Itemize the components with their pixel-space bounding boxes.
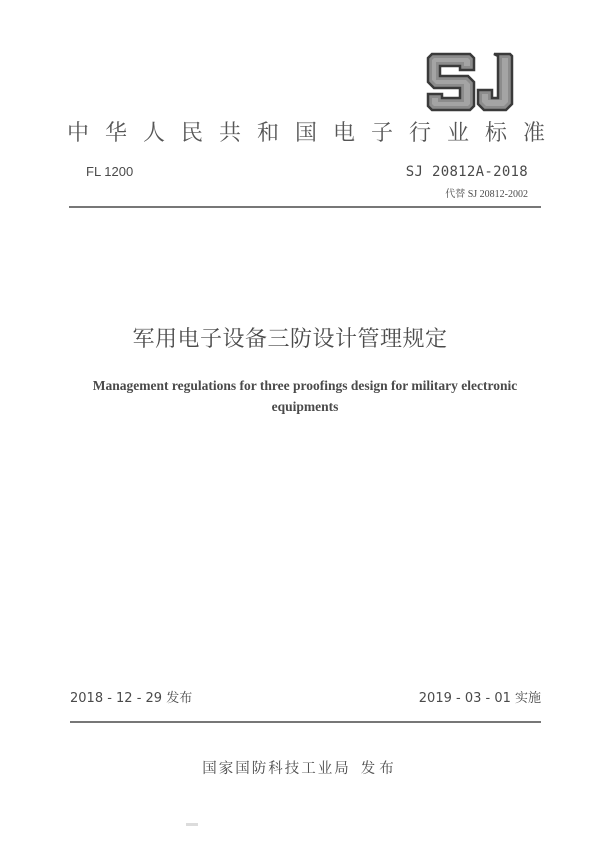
footer-divider (70, 721, 541, 723)
heading-char: 准 (522, 121, 545, 146)
replaces-standard: 代替 SJ 20812-2002 (445, 189, 528, 200)
heading-char: 标 (484, 121, 507, 146)
sj-standard-logo-icon (424, 50, 516, 114)
heading-char: 共 (218, 121, 241, 146)
heading-char: 人 (142, 121, 165, 146)
publisher-action: 发布 (360, 761, 398, 777)
scan-artifact (186, 823, 198, 826)
standard-number: SJ 20812A-2018 (405, 164, 528, 180)
heading-char: 中 (66, 121, 89, 146)
publisher-organization: 国家国防科技工业局 (202, 761, 351, 777)
publisher (0, 758, 600, 780)
heading-char: 华 (104, 121, 127, 146)
issue-date: 2018 - 12 - 29 发布 (70, 691, 193, 706)
english-title-line-1: Management regulations for three proofings design for military electronic (92, 378, 518, 393)
classification-code: FL 1200 (86, 164, 134, 179)
header-divider (69, 206, 541, 208)
heading-char: 国 (294, 121, 317, 146)
document-title-english (60, 375, 550, 417)
effective-date: 2019 - 03 - 01 实施 (418, 691, 541, 706)
heading-char: 民 (180, 121, 203, 146)
english-title-line-2: equipments (271, 399, 339, 414)
document-title-chinese: 军用电子设备三防设计管理规定 (132, 327, 448, 352)
heading-char: 业 (446, 121, 469, 146)
heading-char: 和 (256, 121, 279, 146)
standard-type-heading (66, 118, 546, 150)
heading-char: 电 (332, 121, 355, 146)
heading-char: 行 (408, 121, 431, 146)
heading-char: 子 (370, 121, 393, 146)
